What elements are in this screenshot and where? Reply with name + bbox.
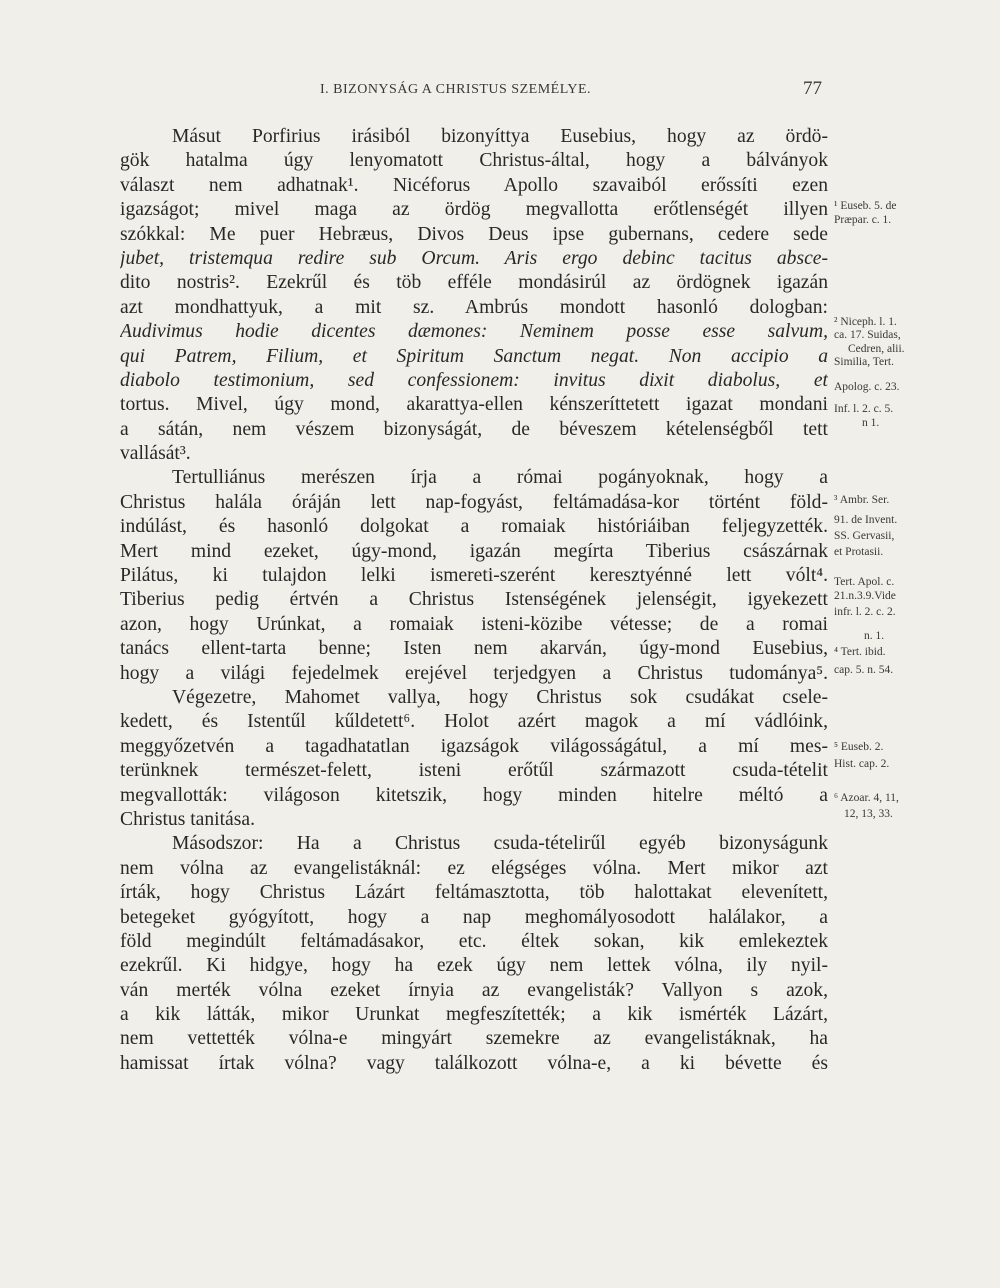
margin-note: Præpar. c. 1. <box>834 214 892 226</box>
running-title: I. BIZONYSÁG A CHRISTUS SZEMÉLYE. <box>320 82 592 97</box>
margin-note: SS. Gervasii, <box>834 530 895 542</box>
margin-note: 21.n.3.9.Vide <box>834 590 896 602</box>
main-text <box>120 125 828 1076</box>
text-line: hamissat írtak vólna? vagy találkozott vólna-e, a ki bévette és <box>120 1052 828 1074</box>
text-line: vallását³. <box>120 443 191 465</box>
text-line: Christus tanitása. <box>120 808 255 830</box>
margin-note: ⁴ Tert. ibid. <box>834 646 886 658</box>
text-line: terünknek természet-felett, isteni erőtűl származott csuda-tételit <box>120 760 828 782</box>
text-line: tortus. Mivel, úgy mond, akarattya-ellen kénszeríttetett igazat mondani <box>120 394 828 416</box>
text-line: diabolo testimonium, sed confessionem: invitus dixit diabolus, et <box>120 369 828 391</box>
text-line: nem vettették vólna-e mingyárt szemekre az evangelistáknak, ha <box>120 1028 828 1050</box>
margin-note: Similia, Tert. <box>834 356 894 368</box>
margin-note: ¹ Euseb. 5. de <box>834 200 897 212</box>
text-line: ezekrűl. Ki hidgye, hogy ha ezek úgy nem lettek vólna, ily nyil- <box>120 955 828 977</box>
text-line: Tiberius pedig értvén a Christus Istenségének jelenségit, igyekezett <box>120 589 828 611</box>
text-line: betegeket gyógyított, hogy a nap meghomályosodott halálakor, a <box>120 906 828 928</box>
page-number: 77 <box>803 78 822 99</box>
text-line: Másut Porfirius irásiból bizonyíttya Eusebius, hogy az ördö- <box>172 126 828 147</box>
text-line: indúlást, és hasonló dolgokat a romaiak históriáiban feljegyzették. <box>120 516 828 538</box>
margin-note: 91. de Invent. <box>834 514 898 526</box>
text-line: Másodszor: Ha a Christus csuda-tételirűl egyéb bizonyságunk <box>172 833 828 855</box>
margin-note: n. 1. <box>864 630 885 642</box>
text-line: qui Patrem, Filium, et Spiritum Sanctum negat. Non accipio a <box>120 345 828 367</box>
text-line: hogy a világi fejedelmek erejével terjedgyen a Christus tudománya⁵. <box>120 662 828 684</box>
margin-note: ⁵ Euseb. 2. <box>834 741 884 753</box>
text-line: föld megindúlt feltámadásakor, etc. éltek sokan, kik emlekeztek <box>120 930 828 952</box>
text-line: szókkal: Me puer Hebræus, Divos Deus ipse gubernans, cedere sede <box>120 223 828 245</box>
margin-note: ⁶ Azoar. 4, 11, <box>834 792 899 804</box>
margin-notes <box>834 0 994 1288</box>
text-line: Christus halála óráján lett nap-fogyást, feltámadása-kor történt föld- <box>120 491 828 513</box>
margin-note: et Protasii. <box>834 546 884 558</box>
margin-note: 12, 13, 33. <box>844 808 893 820</box>
text-line: választ nem adhatnak¹. Nicéforus Apollo szavaiból erőssíti ezen <box>120 174 828 196</box>
text-line: azt mondhattyuk, a mit sz. Ambrús mondott hasonló dologban: <box>120 296 828 318</box>
margin-note: ² Niceph. l. 1. <box>834 316 897 328</box>
text-line: meggyőzetvén a tagadhatatlan igazságok világosságátul, a mí mes- <box>120 735 828 757</box>
text-line: jubet, tristemqua redire sub Orcum. Aris ergo debinc tacitus absce- <box>120 247 828 269</box>
margin-note: infr. l. 2. c. 2. <box>834 606 896 618</box>
text-line: írták, hogy Christus Lázárt feltámasztotta, töb halottakat elevenített, <box>120 882 828 904</box>
margin-note: ca. 17. Suidas, <box>834 329 901 341</box>
text-line: kedett, és Istentűl kűldetett⁶. Holot azért magok a mí vádlóink, <box>120 711 828 733</box>
text-line: Mert mind ezeket, úgy-mond, igazán megírta Tiberius császárnak <box>120 540 828 562</box>
text-line: Pilátus, ki tulajdon lelki ismereti-szerént keresztyénné lett vólt⁴. <box>120 565 828 587</box>
text-line: tanács ellent-tarta benne; Isten nem akarván, úgy-mond Eusebius, <box>120 638 828 660</box>
text-line: Audivimus hodie dicentes dæmones: Neminem posse esse salvum, <box>120 321 828 343</box>
text-line: a sátán, nem vészem bizonyságát, de béveszem kételenségből tett <box>120 418 828 440</box>
text-line: igazságot; mivel maga az ördög megvallotta erőtlenségét illyen <box>120 199 828 221</box>
text-line: nem vólna az evangelistáknál: ez elégséges vólna. Mert mikor azt <box>120 857 828 879</box>
text-line: megvallották: világoson kitetszik, hogy minden hitelre méltó a <box>120 784 828 806</box>
text-line: Tertulliánus merészen írja a római pogányoknak, hogy a <box>172 467 828 489</box>
text-line: gök hatalma úgy lenyomatott Christus-által, hogy a bálványok <box>120 150 828 172</box>
margin-note: Hist. cap. 2. <box>834 758 890 770</box>
margin-note: ³ Ambr. Ser. <box>834 494 890 506</box>
margin-note: Apolog. c. 23. <box>834 381 900 393</box>
text-line: Végezetre, Mahomet vallya, hogy Christus sok csudákat csele- <box>172 686 828 708</box>
text-line: azon, hogy Urúnkat, a romaiak isteni-közibe vétesse; de a romai <box>120 613 828 635</box>
margin-note: n 1. <box>862 417 880 429</box>
text-line: ván merték vólna ezeket írnyia az evangelisták? Vallyon s azok, <box>120 979 828 1001</box>
margin-note: Cedren, alii. <box>848 343 905 355</box>
margin-note: Tert. Apol. c. <box>834 576 895 588</box>
margin-note: cap. 5. n. 54. <box>834 664 894 676</box>
running-head <box>120 78 826 104</box>
text-line: a kik látták, mikor Urunkat megfeszítették; a kik ismérték Lázárt, <box>120 1004 828 1026</box>
margin-note: Inf. l. 2. c. 5. <box>834 403 894 415</box>
text-line: dito nostris². Ezekrűl és töb efféle mondásirúl az ördögnek igazán <box>120 272 828 294</box>
